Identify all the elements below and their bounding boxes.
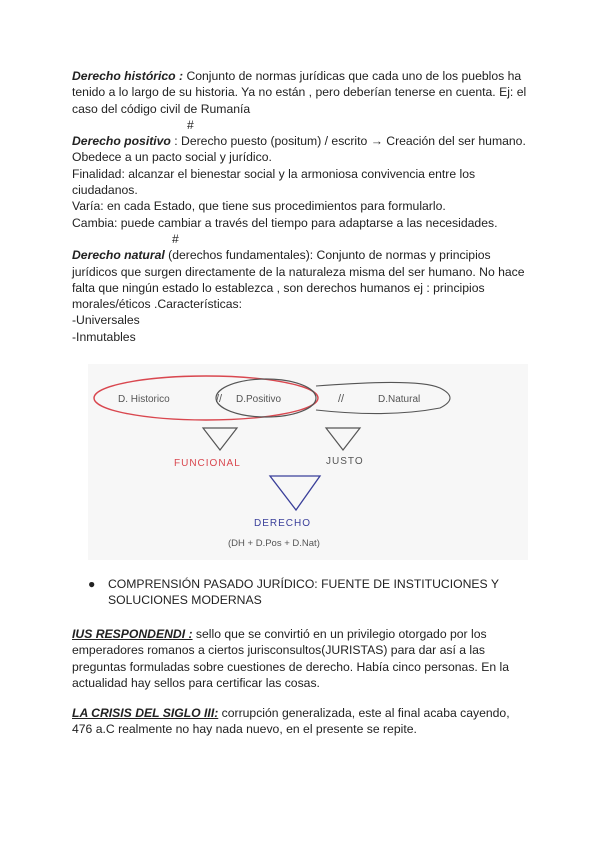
ius-text: sello que se convirtió en un privilegio otorgado por los emperadores romanos a ciertos jurisconsultos(JURISTAS) para dar así a las preguntas formuladas sobre cuestiones de derecho. Había cinco personas. En la actualidad hay sellos para certificar las cosas. bbox=[72, 627, 509, 690]
ius-paragraph bbox=[72, 626, 532, 691]
natural-paragraph bbox=[72, 247, 532, 312]
diagram-formula: (DH + D.Pos + D.Nat) bbox=[228, 538, 320, 549]
diagram-middle-label: D.Positivo bbox=[236, 394, 282, 405]
hand-drawn-diagram bbox=[88, 364, 528, 560]
diagram-left-label: D. Historico bbox=[118, 394, 170, 405]
diagram-right-label: D.Natural bbox=[378, 394, 421, 405]
separator-hash-2: # bbox=[172, 231, 179, 246]
bullet-text: COMPRENSIÓN PASADO JURÍDICO: FUENTE DE INSTITUCIONES Y SOLUCIONES MODERNAS bbox=[108, 577, 499, 608]
diagram-funcional-label: FUNCIONAL bbox=[174, 458, 241, 469]
diagram-svg bbox=[88, 364, 528, 560]
positivo-cambia: Cambia: puede cambiar a través del tiempo para adaptarse a las necesidades. bbox=[72, 215, 498, 230]
natural-text: (derechos fundamentales): Conjunto de normas y principios jurídicos que surgen directamente de la naturaleza misma del ser humano. No hace falta que ningún estado lo establezca , son derechos humanos ej : principios morales/éticos .Características: bbox=[72, 248, 525, 312]
positivo-term: Derecho positivo bbox=[72, 134, 171, 149]
notes-top bbox=[72, 68, 532, 345]
triangle-bottom bbox=[270, 476, 320, 510]
crisis-term: LA CRISIS DEL SIGLO III: bbox=[72, 706, 219, 720]
historico-term: Derecho histórico : bbox=[72, 69, 184, 83]
separator-hash-1: # bbox=[187, 117, 194, 132]
bullet-item bbox=[88, 576, 528, 609]
historico-text: Conjunto de normas jurídicas que cada uno de los pueblos ha tenido a lo largo de su historia. Ya no están , pero deberían tenerse en cuenta. Ej: el caso del código civil de Rumanía bbox=[72, 69, 527, 116]
ius-term: IUS RESPONDENDI : bbox=[72, 627, 193, 641]
positivo-paragraph bbox=[72, 133, 532, 166]
triangle-right bbox=[326, 428, 360, 450]
crisis-text: corrupción generalizada, este al final acaba cayendo, 476 a.C realmente no hay nada nuevo, en el presente se repite. bbox=[72, 706, 510, 737]
positivo-varia: Varía: en cada Estado, que tiene sus procedimientos para formularlo. bbox=[72, 199, 446, 214]
historico-paragraph bbox=[72, 68, 532, 117]
diagram-sep-1: // bbox=[216, 393, 223, 405]
crisis-paragraph bbox=[72, 705, 532, 738]
triangle-left bbox=[203, 428, 237, 450]
natural-item-2: -Inmutables bbox=[72, 329, 136, 344]
diagram-sep-2: // bbox=[338, 393, 345, 405]
diagram-derecho-label: DERECHO bbox=[254, 518, 312, 529]
positivo-text: : Derecho puesto (positum) / escrito → Creación del ser humano. Obedece a un pacto social y jurídico. bbox=[72, 134, 526, 165]
diagram-justo-label: JUSTO bbox=[326, 456, 364, 467]
natural-item-1: -Universales bbox=[72, 313, 140, 328]
positivo-finalidad: Finalidad: alcanzar el bienestar social y la armoniosa convivencia entre los ciudadanos. bbox=[72, 166, 476, 198]
natural-term: Derecho natural bbox=[72, 248, 165, 263]
bullet-dot-icon: ● bbox=[88, 577, 96, 591]
